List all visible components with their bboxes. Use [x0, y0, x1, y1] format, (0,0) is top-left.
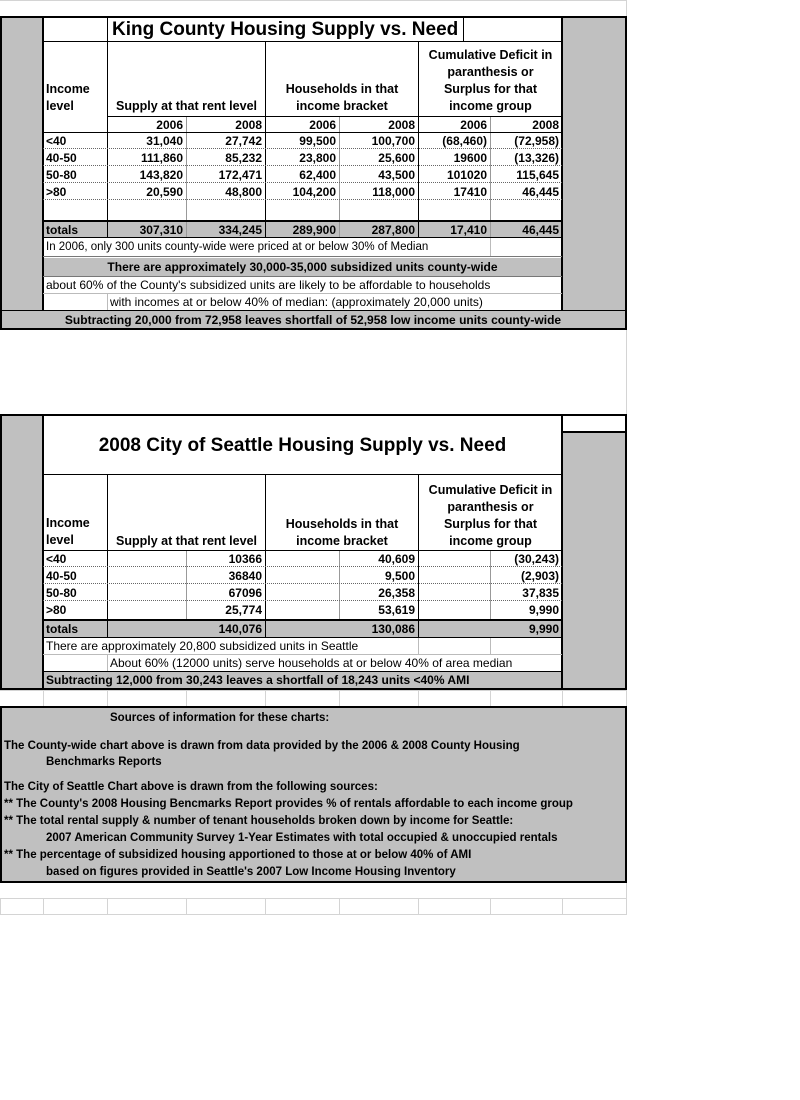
households-cell: 53,619: [378, 603, 415, 617]
deficit-2008-cell: (13,326): [514, 151, 559, 165]
supply-2006-cell: 20,590: [146, 185, 183, 199]
deficit-2006-cell: 17410: [453, 185, 487, 199]
left-gray-margin: [0, 17, 43, 329]
income-level-cell: >80: [46, 185, 67, 199]
note-text: About 60% (12000 units) serve households at or below 40% of area median: [110, 656, 513, 670]
income-level-cell: 40-50: [46, 569, 77, 583]
deficit-2008-total: 46,445: [522, 223, 559, 237]
supply-2008-cell: 85,232: [225, 151, 262, 165]
supply-cell: 25,774: [225, 603, 262, 617]
deficit-2008-cell: 115,645: [516, 168, 559, 182]
deficit-cell: 37,835: [522, 586, 559, 600]
year-label: 2006: [309, 118, 336, 132]
source-text: based on figures provided in Seattle's 2007 Low Income Housing Inventory: [46, 866, 456, 878]
supply-2006-total: 307,310: [139, 223, 183, 237]
income-level-cell: 40-50: [46, 151, 77, 165]
supply-2008-total: 334,245: [218, 223, 262, 237]
supply-cell: 36840: [228, 569, 262, 583]
deficit-header: Cumulative Deficit in paranthesis or Surplus for that income group: [428, 483, 553, 548]
households-2006-cell: 99,500: [299, 134, 336, 148]
income-level-cell: <40: [46, 134, 67, 148]
deficit-total: 9,990: [528, 622, 559, 636]
deficit-2008-cell: (72,958): [514, 134, 559, 148]
note-text: There are approximately 20,800 subsidized units in Seattle: [46, 639, 359, 653]
shortfall-note: Subtracting 12,000 from 30,243 leaves a shortfall of 18,243 units <40% AMI: [46, 673, 470, 687]
source-text: ** The percentage of subsidized housing apportioned to those at or below 40% of AMI: [4, 849, 472, 861]
totals-label: totals: [46, 223, 79, 237]
income-level-cell: 50-80: [46, 586, 77, 600]
source-text: The City of Seattle Chart above is drawn from the following sources:: [4, 781, 378, 793]
supply-2006-cell: 31,040: [146, 134, 183, 148]
households-total: 130,086: [371, 622, 415, 636]
deficit-2008-cell: 46,445: [522, 185, 559, 199]
households-cell: 40,609: [378, 552, 415, 566]
deficit-2006-cell: 19600: [453, 151, 487, 165]
seattle-table-title: 2008 City of Seattle Housing Supply vs. Need: [98, 435, 507, 456]
deficit-cell: (2,903): [520, 569, 559, 583]
source-text: Benchmarks Reports: [46, 756, 162, 768]
supply-header: Supply at that rent level: [115, 534, 257, 548]
supply-2006-cell: 111,860: [140, 151, 183, 165]
households-2008-cell: 118,000: [372, 185, 415, 199]
note-text: In 2006, only 300 units county-wide were priced at or below 30% of Median: [46, 241, 429, 253]
households-2006-total: 289,900: [292, 223, 336, 237]
households-2008-total: 287,800: [371, 223, 415, 237]
households-2008-cell: 43,500: [378, 168, 415, 182]
year-label: 2008: [388, 118, 415, 132]
source-text: 2007 American Community Survey 1-Year Estimates with total occupied & unoccupied rentals: [46, 832, 558, 844]
households-2006-cell: 104,200: [292, 185, 336, 199]
year-label: 2008: [532, 118, 559, 132]
households-2008-cell: 100,700: [371, 134, 415, 148]
deficit-2006-total: 17,410: [450, 223, 487, 237]
totals-label: totals: [46, 622, 79, 636]
year-label: 2008: [235, 118, 262, 132]
right-gray-margin: [562, 17, 626, 329]
supply-header: Supply at that rent level: [115, 99, 257, 113]
right-gray-margin: [562, 432, 626, 689]
source-text: ** The County's 2008 Housing Bencmarks Report provides % of rentals affordable to each income group: [4, 798, 573, 810]
supply-total: 140,076: [218, 622, 262, 636]
sources-heading: Sources of information for these charts:: [110, 712, 330, 724]
supply-2008-cell: 48,800: [225, 185, 262, 199]
deficit-cell: (30,243): [514, 552, 559, 566]
source-text: ** The total rental supply & number of tenant households broken down by income for Seattle:: [4, 815, 514, 827]
note-text: about 60% of the County's subsidized units are likely to be affordable to households: [46, 278, 491, 292]
shortfall-note: Subtracting 20,000 from 72,958 leaves shortfall of 52,958 low income units county-wide: [64, 313, 562, 327]
income-level-cell: 50-80: [46, 168, 77, 182]
supply-cell: 67096: [228, 586, 262, 600]
deficit-2006-cell: (68,460): [442, 134, 487, 148]
supply-cell: 10366: [228, 552, 262, 566]
income-level-cell: <40: [46, 552, 67, 566]
supply-2008-cell: 172,471: [218, 168, 262, 182]
households-2006-cell: 62,400: [299, 168, 336, 182]
households-header: Households in that income bracket: [285, 82, 399, 113]
households-2006-cell: 23,800: [299, 151, 336, 165]
king-table-title: King County Housing Supply vs. Need: [112, 19, 459, 40]
households-cell: 26,358: [378, 586, 415, 600]
income-level-header: Income level: [46, 516, 90, 547]
deficit-2006-cell: 101020: [446, 168, 487, 182]
totals-row-bg: [43, 620, 562, 637]
supply-2008-cell: 27,742: [225, 134, 262, 148]
households-cell: 9,500: [384, 569, 415, 583]
source-text: The County-wide chart above is drawn from data provided by the 2006 & 2008 County Housing: [4, 740, 520, 752]
year-label: 2006: [156, 118, 183, 132]
supply-2006-cell: 143,820: [139, 168, 183, 182]
households-2008-cell: 25,600: [378, 151, 415, 165]
note-text: There are approximately 30,000-35,000 subsidized units county-wide: [107, 260, 498, 274]
households-header: Households in that income bracket: [285, 517, 399, 548]
deficit-cell: 9,990: [528, 603, 559, 617]
year-label: 2006: [460, 118, 487, 132]
left-gray-margin: [0, 415, 43, 689]
note-text: with incomes at or below 40% of median: (approximately 20,000 units): [110, 295, 483, 309]
deficit-header: Cumulative Deficit in paranthesis or Surplus for that income group: [428, 48, 553, 113]
income-level-header: Income level: [46, 82, 90, 113]
income-level-cell: >80: [46, 603, 67, 617]
